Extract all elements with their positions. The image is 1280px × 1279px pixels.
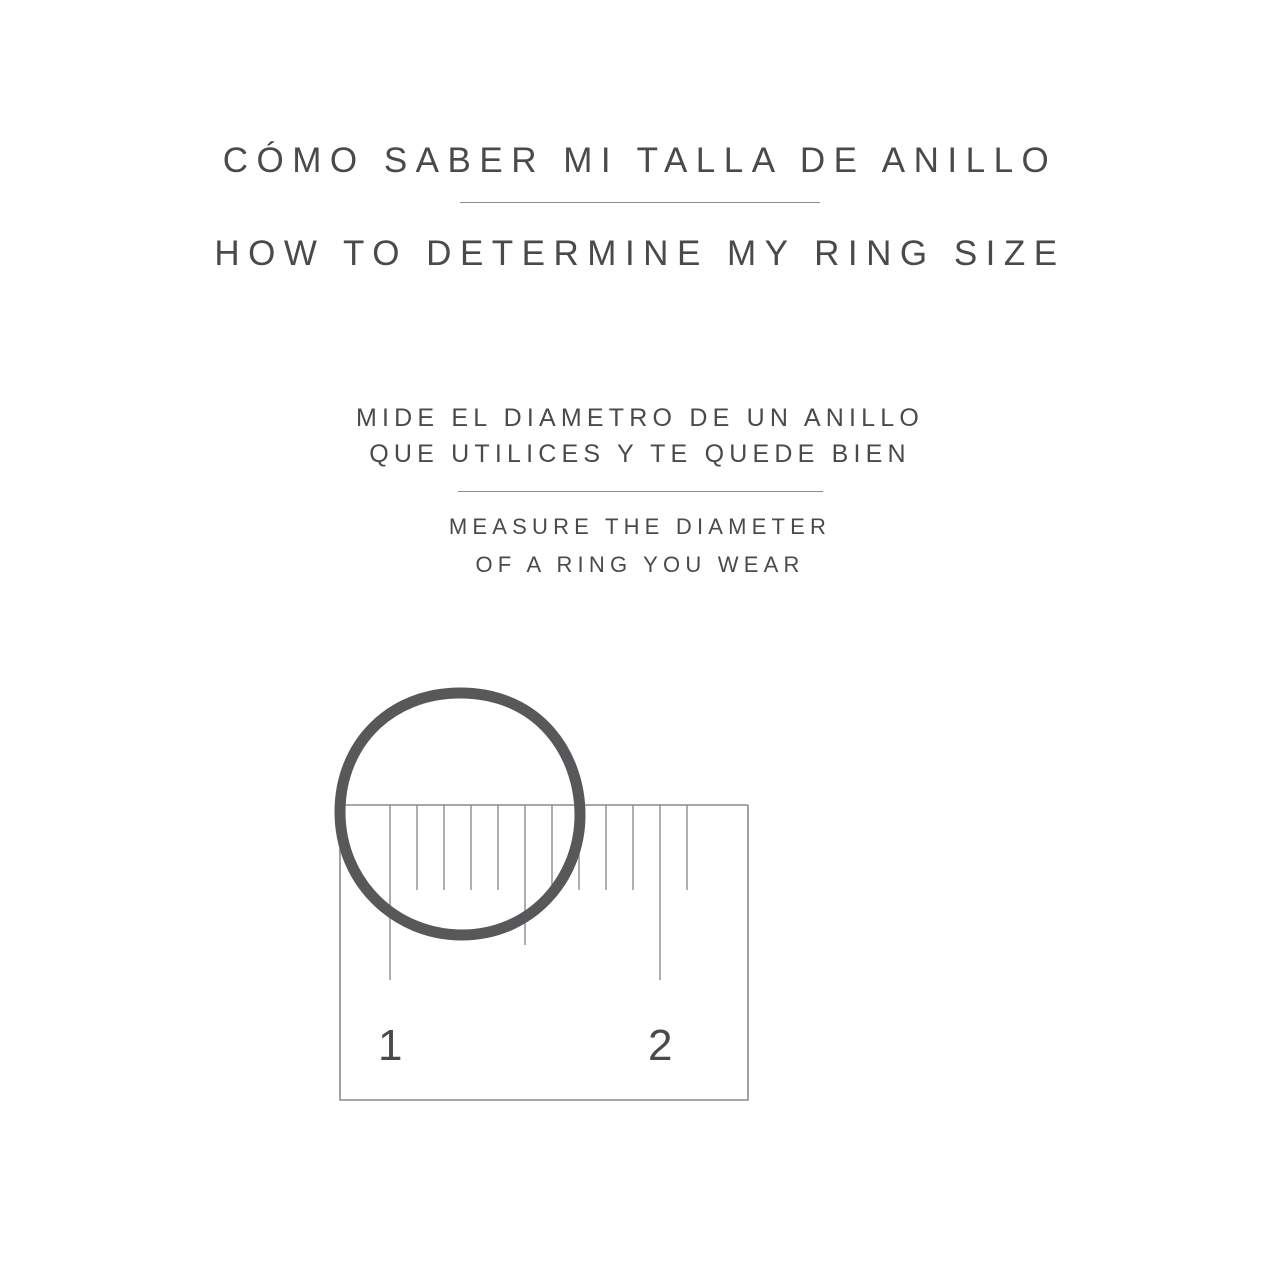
instruction-english-line1: MEASURE THE DIAMETER	[448, 513, 832, 539]
page-title-spanish: CÓMO SABER MI TALLA DE ANILLO	[222, 141, 1058, 180]
instruction-spanish-line2: QUE UTILICES Y TE QUEDE BIEN	[369, 440, 911, 469]
ring-outline	[340, 693, 580, 935]
title-divider	[460, 202, 820, 203]
instruction-spanish-line1: MIDE EL DIAMETRO DE UN ANILLO	[355, 404, 924, 432]
instruction-english-line2: OF A RING YOU WEAR	[475, 551, 805, 577]
ruler-shape	[340, 805, 748, 1100]
ruler-label-1: 1	[378, 1021, 403, 1070]
instruction-block	[0, 400, 1280, 582]
title-block	[0, 140, 1280, 275]
ring-ruler-diagram	[0, 660, 1280, 1130]
page-title-english: HOW TO DETERMINE MY RING SIZE	[214, 234, 1066, 273]
instruction-divider	[458, 491, 823, 492]
ruler-label-2: 2	[648, 1021, 673, 1070]
